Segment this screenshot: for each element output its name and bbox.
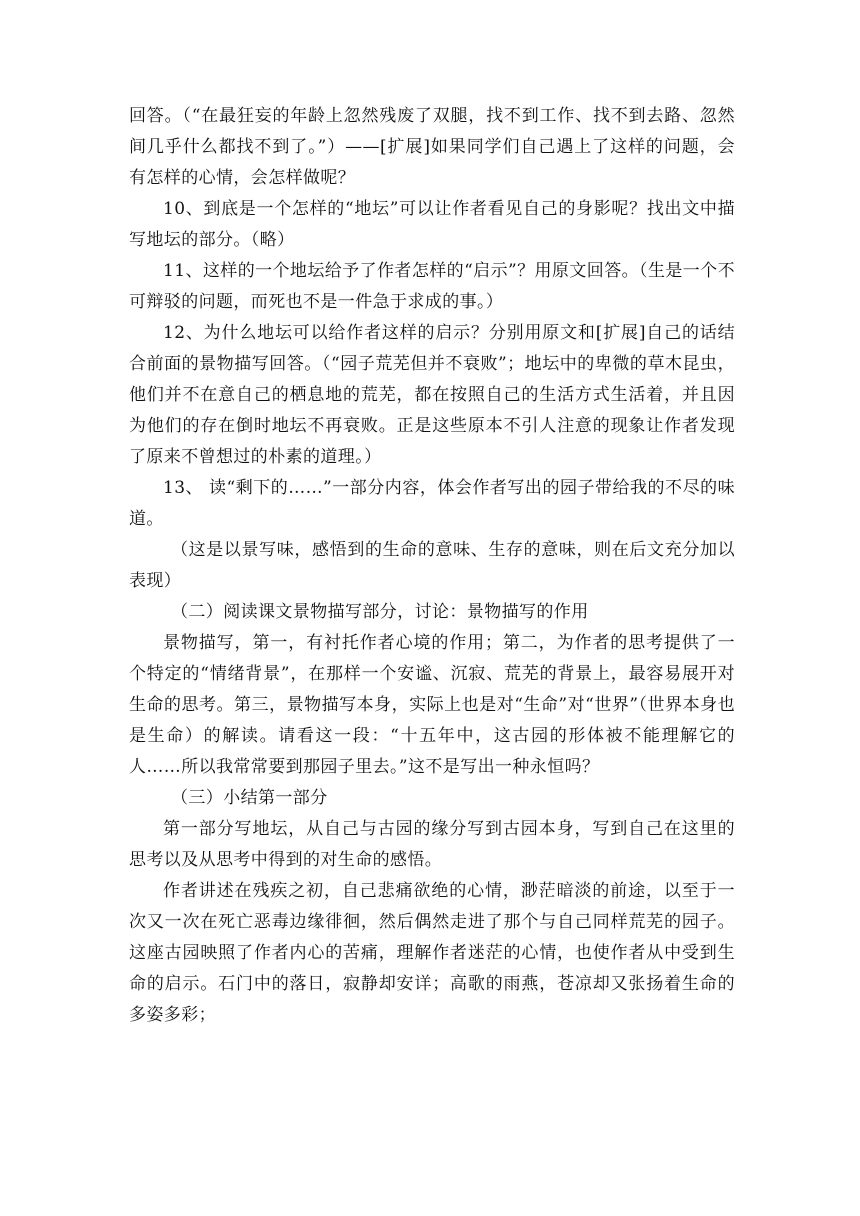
paragraph-question-13-note: （这是以景写味，感悟到的生命的意味、生存的意味，则在后文充分加以表现） <box>129 540 735 591</box>
paragraph-answer-continuation: 回答。（“在最狂妄的年龄上忽然残废了双腿，找不到工作、找不到去路、忽然间几乎什么都找不到了。”）——[扩展]如果同学们自己遇上了这样的问题，会有怎样的心情，会怎样做呢？ <box>129 106 735 188</box>
paragraph-summary-1: 第一部分写地坛，从自己与古园的缘分写到古园本身，写到自己在这里的思考以及从思考中得到的对生命的感悟。 <box>129 819 735 870</box>
paragraph-question-12: 12、为什么地坛可以给作者这样的启示？分别用原文和[扩展]自己的话结合前面的景物描写回答。（“园子荒芜但并不衰败”；地坛中的卑微的草木昆虫，他们并不在意自己的栖息地的荒芜，都在按照自己的生活方式生活着，并且因为他们的存在倒时地坛不再衰败。正是这些原本不引人注意的现象让作者发现了原来不曾想过的朴素的道理。） <box>129 323 735 467</box>
section-heading-2: （二）阅读课文景物描写部分，讨论：景物描写的作用 <box>171 602 589 622</box>
paragraph-question-13: 13、 读“剩下的……”一部分内容，体会作者写出的园子带给我的不尽的味道。 <box>129 478 735 529</box>
section-heading-3: （三）小结第一部分 <box>171 788 328 808</box>
paragraph-summary-2: 作者讲述在残疾之初，自己悲痛欲绝的心情，渺茫暗淡的前途，以至于一次又一次在死亡恶毒边缘徘徊，然后偶然走进了那个与自己同样荒芜的园子。这座古园映照了作者内心的苦痛，理解作者迷茫的心情，也使作者从中受到生命的启示。石门中的落日，寂静却安详；高歌的雨燕，苍凉却又张扬着生命的多姿多彩； <box>129 881 735 1025</box>
paragraph-scenery-role: 景物描写，第一，有衬托作者心境的作用；第二，为作者的思考提供了一个特定的“情绪背景”，在那样一个安谧、沉寂、荒芜的背景上，最容易展开对生命的思考。第三，景物描写本身，实际上也是对“生命”对“世界”（世界本身也是生命）的解读。请看这一段：“十五年中，这古园的形体被不能理解它的人……所以我常常要到那园子里去。”这不是写出一种永恒吗？ <box>129 633 735 777</box>
paragraph-question-10: 10、到底是一个怎样的“地坛”可以让作者看见自己的身影呢？找出文中描写地坛的部分。（略） <box>129 199 735 250</box>
paragraph-question-11: 11、这样的一个地坛给予了作者怎样的“启示”？用原文回答。（生是一个不可辩驳的问题，而死也不是一件急于求成的事。） <box>129 261 735 312</box>
document-body <box>129 101 735 1031</box>
